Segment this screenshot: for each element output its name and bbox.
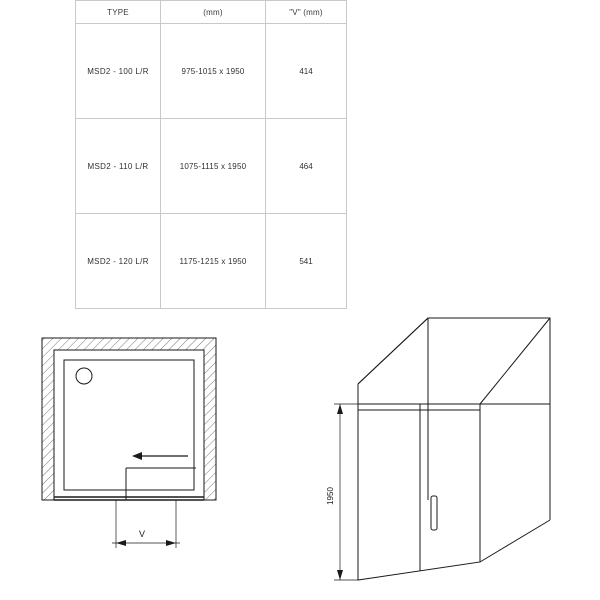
table-row bbox=[76, 24, 347, 119]
enclosure-top-frame bbox=[358, 318, 550, 580]
cell-v-value: 464 bbox=[266, 119, 347, 214]
side-glass-panel bbox=[480, 318, 550, 562]
door-leaf bbox=[126, 468, 196, 500]
cell-type: MSD2 - 120 L/R bbox=[76, 214, 161, 309]
product-specification-table bbox=[75, 0, 347, 309]
table-row bbox=[76, 119, 347, 214]
column-header-type: TYPE bbox=[76, 1, 161, 24]
cell-dimensions: 1075-1115 x 1950 bbox=[161, 119, 266, 214]
cell-v-value: 414 bbox=[266, 24, 347, 119]
technical-drawings bbox=[0, 300, 600, 600]
cell-type: MSD2 - 110 L/R bbox=[76, 119, 161, 214]
door-handle bbox=[431, 496, 437, 530]
column-header-v: "V" (mm) bbox=[266, 1, 347, 24]
dimension-height-label: 1950 bbox=[326, 487, 335, 505]
dimension-v-label: V bbox=[138, 529, 146, 539]
column-header-mm: (mm) bbox=[161, 1, 266, 24]
dimension-v bbox=[112, 500, 180, 548]
cell-dimensions: 1175-1215 x 1950 bbox=[161, 214, 266, 309]
front-view-drawing bbox=[40, 300, 270, 580]
door-movement-arrow bbox=[132, 452, 188, 460]
dimension-height-1950 bbox=[326, 404, 358, 580]
sliding-door-rail bbox=[54, 497, 204, 500]
table-body bbox=[76, 24, 347, 309]
sliding-door-panel bbox=[358, 404, 480, 580]
cell-type: MSD2 - 100 L/R bbox=[76, 24, 161, 119]
table-header bbox=[76, 1, 347, 24]
table-row bbox=[76, 214, 347, 309]
cell-v-value: 541 bbox=[266, 214, 347, 309]
shower-tray bbox=[64, 360, 194, 490]
cell-dimensions: 975-1015 x 1950 bbox=[161, 24, 266, 119]
isometric-view-drawing bbox=[300, 300, 590, 590]
table-header-row bbox=[76, 1, 347, 24]
wall-opening bbox=[42, 338, 216, 500]
